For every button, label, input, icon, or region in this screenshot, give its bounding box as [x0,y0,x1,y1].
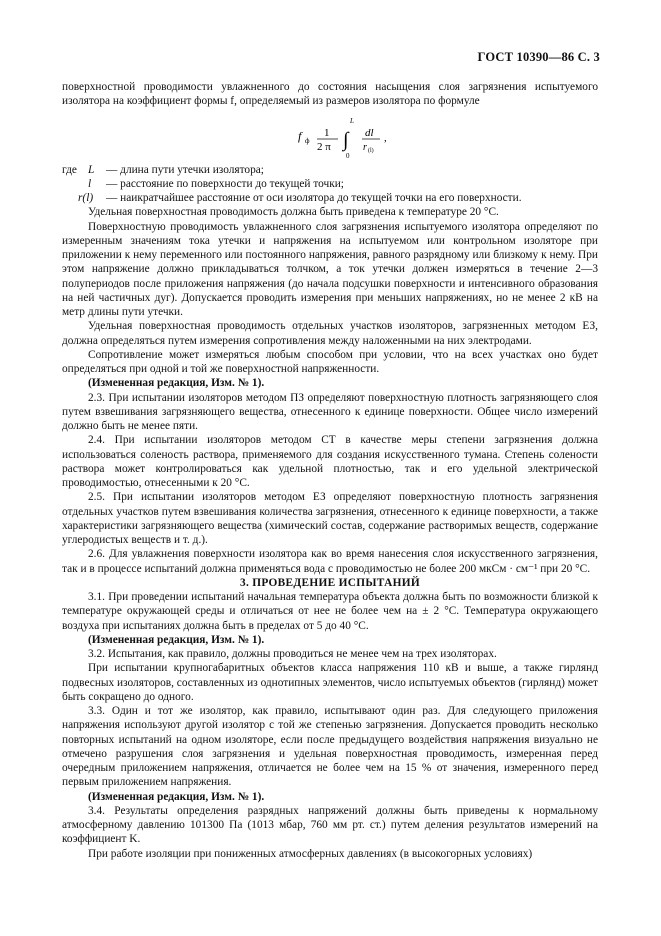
page-header: ГОСТ 10390—86 С. 3 [477,50,600,64]
revision-note: (Измененная редакция, Изм. № 1). [88,790,265,803]
definition-text: — расстояние по поверхности до текущей точки; [106,177,344,190]
section-title: 3. ПРОВЕДЕНИЕ ИСПЫТАНИЙ [240,576,420,589]
integral-lower: 0 [346,151,350,159]
paragraph: При работе изоляции при пониженных атмосферных давлениях (в высокогорных условиях) [88,847,533,860]
definition-lead: где [62,163,77,176]
paragraph: Удельная поверхностная проводимость отдельных участков изоляторов, загрязненных методом ЕЗ, должна определяться путем измерения сопротивления между наложенными на них электродами. [62,320,598,347]
paragraph: Удельная поверхностная проводимость должна быть приведена к температуре 20 °С. [88,206,499,219]
definition-symbol: L [88,163,95,176]
paragraph: 3.3. Один и тот же изолятор, как правило, испытывают один раз. Для следующего приложения напряжения используют другой изолятор с той же степенью загрязнения. Допускается проводить несколько повторных испытаний на одном изоляторе, если после предыдущего воздействия напряжения визуально не отмечено разрушения слоя загрязнения и удельная поверхностная проводимость, измеренная перед очередным приложением напряжения, отличается не более чем на 15 % от значения, измеренного перед первым приложением напряжения. [62,705,598,789]
formula-svg [298,115,428,159]
definition-text: — наикратчайшее расстояние от оси изолятора до текущей точки на его поверхности. [106,192,522,204]
paragraph: Сопротивление может измеряться любым способом при условии, что на всех участках оно будет определяться при одной и той же поверхностной напряженности. [62,348,598,375]
paragraph: 2.3. При испытании изоляторов методом ПЗ определяют поверхностную плотность загрязняющего слоя путем взвешивания загрязняющего вещества, отнесенного к единице поверхности. Общее число измерений должно быть не менее пяти. [62,391,598,432]
formula-lhs: f [298,128,302,143]
paragraph: При испытании крупногабаритных объектов класса напряжения 110 кВ и выше, а также гирлянд подвесных изоляторов, составленных из однотипных элементов, число испытуемых объектов (гирлянд) может быть сокращено до одного. [62,662,598,703]
paragraph: 2.5. При испытании изоляторов методом ЕЗ определяют поверхностную плотность загрязнения отдельных участков путем взвешивания количества загрязнения, отнесенного к единице поверхности, а также характеристики загрязняющего вещества (химический состав, содержание растворимых веществ, содержание углеродистых веществ и т. д.). [62,491,598,546]
formula-lhs-sub: ф [305,136,310,145]
revision-note: (Измененная редакция, Изм. № 1). [88,633,265,646]
definition-text: — длина пути утечки изолятора; [106,163,264,176]
paragraph: Поверхностную проводимость увлажненного слоя загрязнения испытуемого изолятора определяют по измеренным значениям тока утечки и напряжения на испытуемом или контрольном изоляторе при приложении к нему переменного или постоянного напряжения, равного разрядному или близкому к нему. При этом напряжение должно прикладываться толчком, а ток утечки должен измеряться в течение 2—3 полупериодов после приложения напряжения (до начала подсушки поверхности и интенсивного образования на ней частичных дуг). Допускается проводить измерения при меньших напряжениях, но не менее 2 кВ на метр длины пути утечки. [62,220,598,318]
formula-tail: , [384,131,387,144]
paragraph: 3.2. Испытания, как правило, должны проводиться не менее чем на трех изоляторах. [88,648,497,660]
page-content [62,80,598,861]
revision-note: (Измененная редакция, Изм. № 1). [88,377,265,390]
formula-integrand-den-sub: (l) [368,147,374,154]
paragraph: 2.4. При испытании изоляторов методом СТ в качестве меры степени загрязнения должна использоваться соленость раствора, применяемого для создания искусственного тумана. Степень солености раствора может контролироваться как удельной плотностью, так и его удельной электрической проводимостью, отнесенными к 20 °С. [62,434,598,489]
integral-sign: ∫ [343,128,349,151]
paragraph: 3.4. Результаты определения разрядных напряжений должны быть приведены к нормальному атмосферному давлению 101300 Па (1013 мбар, 760 мм рт. ст.) путем деления результатов измерений на коэффициент K. [62,804,598,846]
integral-upper: L [350,116,354,125]
formula-denominator: 2 π [317,140,331,153]
definition-row [62,191,598,205]
paragraph: 2.6. Для увлажнения поверхности изолятора как во время нанесения слоя искусственного загрязнения, так и в процессе испытаний должна применяться вода с проводимостью не более 200 мкСм · см⁻¹ при 20 °С. [62,548,598,575]
formula-integrand-num: dl [365,126,374,139]
intro-paragraph: поверхностной проводимости увлажненного до состояния насыщения слоя загрязнения испытуемого изолятора на коэффициент формы f, определяемый из размеров изолятора по формуле [62,81,598,108]
paragraph: 3.1. При проведении испытаний начальная температура объекта должна быть по возможности близкой к температуре окружающей среды и отличаться от нее не более чем на ± 2 °С. Температура окружающего воздуха при испытаниях должна быть в пределах от 5 до 40 °С. [62,591,598,632]
shape-factor-formula [62,111,598,161]
formula-integrand-den: r [363,141,367,153]
definition-row [62,163,598,177]
definition-symbol: r(l) [78,192,94,204]
definition-symbol: l [88,177,92,190]
formula-numerator: 1 [324,126,330,139]
definition-row [62,177,598,191]
